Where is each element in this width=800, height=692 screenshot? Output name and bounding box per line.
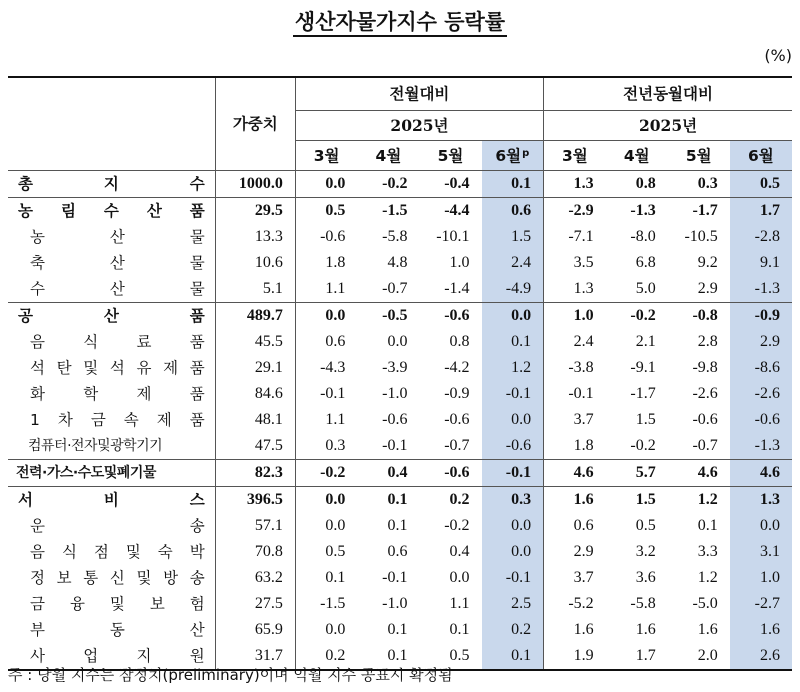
table-row — [8, 487, 792, 514]
mom-value-cell: -0.1 — [382, 569, 408, 586]
row-label: 1 차 금 속 제 품 — [30, 411, 205, 429]
yoy-value-cell: -5.0 — [692, 595, 718, 612]
yoy-value-cell: 2.9 — [544, 539, 606, 565]
ppi-table — [8, 76, 792, 671]
yoy-value-cell: -0.7 — [692, 437, 718, 454]
yoy-value-cell: 1.6 — [544, 617, 606, 643]
yoy-group-header: 전년동월대비 — [544, 77, 792, 111]
yoy-value-cell: 1.2 — [697, 569, 718, 586]
yoy-value-cell: -8.0 — [630, 228, 656, 245]
mom-value-cell: 0.1 — [482, 171, 544, 198]
mom-value-cell: 1.0 — [449, 254, 470, 271]
mom-value-cell: 0.1 — [295, 565, 357, 591]
yoy-value-cell: -0.2 — [606, 303, 668, 330]
row-label: 농 림 수 산 품 — [8, 198, 215, 225]
mom-value-cell: -0.1 — [482, 381, 544, 407]
mom-value-cell: -0.1 — [482, 565, 544, 591]
mom-value-cell: 0.1 — [357, 487, 419, 514]
yoy-value-cell: 1.2 — [668, 487, 730, 514]
weight-cell: 396.5 — [215, 487, 295, 514]
mom-value-cell: -0.6 — [382, 411, 408, 428]
yoy-value-cell: 1.6 — [544, 487, 606, 514]
yoy-value-cell: 2.4 — [544, 329, 606, 355]
mom-value-cell: -4.2 — [444, 359, 470, 376]
yoy-value-cell: 0.5 — [635, 517, 656, 534]
weight-cell: 65.9 — [215, 617, 295, 643]
mom-value-cell: 0.6 — [387, 543, 408, 560]
table-row — [8, 381, 792, 407]
mom-value-cell: -0.2 — [382, 175, 408, 192]
table-row — [8, 539, 792, 565]
yoy-value-cell: 3.3 — [697, 543, 718, 560]
mom-value-cell: 0.0 — [449, 569, 470, 586]
yoy-value-cell: -1.7 — [668, 198, 730, 225]
row-label: 총 지 수 — [18, 175, 205, 193]
row-label: 음 식 료 품 — [30, 333, 205, 351]
yoy-value-cell: 0.6 — [544, 513, 606, 539]
mom-value-cell: 1.1 — [295, 407, 357, 433]
yoy-value-cell: 1.6 — [635, 621, 656, 638]
yoy-value-cell: 1.7 — [606, 643, 668, 670]
mom-value-cell: 0.0 — [482, 303, 544, 330]
mom-value-cell: 0.0 — [295, 303, 357, 330]
yoy-value-cell: 1.3 — [730, 487, 792, 514]
weight-cell: 1000.0 — [215, 171, 295, 198]
yoy-value-cell: 2.9 — [730, 329, 792, 355]
yoy-value-cell: 2.1 — [635, 333, 656, 350]
yoy-year-header: 2025년 — [544, 111, 792, 141]
mom-value-cell: -1.5 — [295, 591, 357, 617]
mom-value-cell: 0.5 — [295, 539, 357, 565]
mom-value-cell: 0.0 — [482, 407, 544, 433]
yoy-month-header: 5월 — [668, 141, 730, 171]
mom-value-cell: 0.2 — [295, 643, 357, 670]
table-row — [8, 591, 792, 617]
yoy-value-cell: 3.7 — [544, 565, 606, 591]
mom-value-cell: 1.1 — [449, 595, 470, 612]
mom-value-cell: -0.7 — [382, 280, 408, 297]
yoy-month-header: 4월 — [606, 141, 668, 171]
yoy-value-cell: 1.6 — [697, 621, 718, 638]
page-title: 생산자물가지수 등락률 — [0, 6, 800, 36]
mom-value-cell: -4.3 — [295, 355, 357, 381]
row-label: 화 학 제 품 — [30, 385, 205, 403]
yoy-value-cell: 4.6 — [668, 460, 730, 487]
weight-cell: 84.6 — [215, 381, 295, 407]
weight-cell: 27.5 — [215, 591, 295, 617]
mom-value-cell: 0.5 — [295, 198, 357, 225]
yoy-value-cell: -1.3 — [730, 433, 792, 460]
weight-cell: 45.5 — [215, 329, 295, 355]
row-label: 금 융 및 보 험 — [30, 595, 205, 613]
mom-value-cell: -0.6 — [295, 224, 357, 250]
table-row — [8, 460, 792, 487]
yoy-value-cell: 0.0 — [730, 513, 792, 539]
mom-value-cell: -4.9 — [482, 276, 544, 303]
mom-value-cell: 0.0 — [482, 539, 544, 565]
mom-value-cell: 0.4 — [357, 460, 419, 487]
yoy-value-cell: 2.6 — [730, 643, 792, 670]
row-label: 수 산 물 — [30, 280, 205, 298]
yoy-value-cell: 3.6 — [635, 569, 656, 586]
mom-value-cell: 1.8 — [295, 250, 357, 276]
yoy-value-cell: 5.0 — [635, 280, 656, 297]
mom-value-cell: 1.2 — [482, 355, 544, 381]
weight-cell: 57.1 — [215, 513, 295, 539]
yoy-value-cell: -9.1 — [630, 359, 656, 376]
footnote: 주 : 당월 지수는 잠정치(preliminary)이며 익월 지수 공표시 확정됨 — [8, 666, 453, 684]
mom-month-header: 3월 — [295, 141, 357, 171]
weight-cell: 29.1 — [215, 355, 295, 381]
prelim-mark: p — [522, 147, 530, 159]
yoy-value-cell: -2.9 — [544, 198, 606, 225]
yoy-value-cell: 1.0 — [544, 303, 606, 330]
yoy-value-cell: 1.3 — [544, 276, 606, 303]
yoy-value-cell: 3.7 — [544, 407, 606, 433]
yoy-value-cell: -0.8 — [668, 303, 730, 330]
table-row — [8, 355, 792, 381]
weight-cell: 13.3 — [215, 224, 295, 250]
yoy-value-cell: 1.5 — [635, 411, 656, 428]
yoy-value-cell: 3.5 — [544, 250, 606, 276]
mom-value-cell: -1.4 — [444, 280, 470, 297]
mom-value-cell: 0.6 — [482, 198, 544, 225]
yoy-value-cell: -0.9 — [730, 303, 792, 330]
row-label: 정 보 통 신 및 방 송 — [30, 569, 205, 587]
mom-value-cell: -10.1 — [436, 228, 470, 245]
weight-cell: 10.6 — [215, 250, 295, 276]
weight-cell: 48.1 — [215, 407, 295, 433]
table-row — [8, 617, 792, 643]
mom-value-cell: -0.1 — [295, 381, 357, 407]
mom-value-cell: 0.0 — [387, 333, 408, 350]
table-row — [8, 565, 792, 591]
mom-group-header: 전월대비 — [295, 77, 543, 111]
row-label: 서 비 스 — [8, 487, 215, 514]
table-row — [8, 303, 792, 330]
yoy-value-cell: -7.1 — [544, 224, 606, 250]
yoy-value-cell: -10.5 — [684, 228, 718, 245]
weight-header: 가중치 — [215, 77, 295, 171]
row-label: 사 업 지 원 — [8, 643, 215, 670]
yoy-value-cell: 4.6 — [730, 460, 792, 487]
mom-value-cell: 0.5 — [419, 643, 481, 670]
mom-value-cell: 0.1 — [482, 329, 544, 355]
mom-value-cell: 0.1 — [387, 621, 408, 638]
row-label: 농 산 물 — [30, 228, 205, 246]
table-row — [8, 250, 792, 276]
table-row — [8, 224, 792, 250]
mom-value-cell: -0.6 — [482, 433, 544, 460]
table-row — [8, 407, 792, 433]
mom-value-cell: 0.6 — [295, 329, 357, 355]
yoy-value-cell: 1.3 — [544, 171, 606, 198]
mom-value-cell: 0.0 — [295, 487, 357, 514]
row-label: 부 동 산 — [30, 621, 205, 639]
yoy-value-cell: 4.6 — [544, 460, 606, 487]
mom-value-cell: 0.4 — [449, 543, 470, 560]
yoy-value-cell: -2.7 — [730, 591, 792, 617]
yoy-value-cell: 1.0 — [730, 565, 792, 591]
yoy-value-cell: 0.3 — [697, 175, 718, 192]
table-row — [8, 329, 792, 355]
yoy-value-cell: -5.8 — [630, 595, 656, 612]
mom-value-cell: -0.4 — [444, 175, 470, 192]
mom-value-cell: 0.0 — [295, 171, 357, 198]
yoy-value-cell: -0.6 — [730, 407, 792, 433]
yoy-value-cell: 6.8 — [635, 254, 656, 271]
weight-cell: 70.8 — [215, 539, 295, 565]
yoy-value-cell: 0.5 — [730, 171, 792, 198]
yoy-value-cell: 2.0 — [668, 643, 730, 670]
weight-cell: 31.7 — [215, 643, 295, 670]
yoy-value-cell: -1.7 — [630, 385, 656, 402]
yoy-value-cell: -0.6 — [692, 411, 718, 428]
yoy-value-cell: -5.2 — [544, 591, 606, 617]
yoy-value-cell: 1.6 — [730, 617, 792, 643]
mom-value-cell: -0.6 — [419, 303, 481, 330]
mom-value-cell: 0.0 — [295, 617, 357, 643]
yoy-value-cell: 3.2 — [635, 543, 656, 560]
mom-value-cell: -0.2 — [295, 460, 357, 487]
weight-cell: 82.3 — [215, 460, 295, 487]
yoy-value-cell: 5.7 — [606, 460, 668, 487]
mom-value-cell: -0.7 — [444, 437, 470, 454]
mom-value-cell: 0.8 — [449, 333, 470, 350]
yoy-value-cell: 1.5 — [606, 487, 668, 514]
yoy-value-cell: -3.8 — [544, 355, 606, 381]
mom-value-cell: -0.2 — [444, 517, 470, 534]
row-label: 전력·가스·수도및폐기물 — [8, 460, 215, 487]
unit-label: (%) — [764, 46, 792, 65]
mom-value-cell: 0.1 — [449, 621, 470, 638]
mom-year-header: 2025년 — [295, 111, 543, 141]
mom-value-cell: 1.5 — [482, 224, 544, 250]
mom-value-cell: -0.9 — [444, 385, 470, 402]
yoy-value-cell: 3.1 — [730, 539, 792, 565]
table-row — [8, 276, 792, 303]
mom-value-cell: 4.8 — [387, 254, 408, 271]
mom-value-cell: -4.4 — [419, 198, 481, 225]
mom-value-cell: -5.8 — [382, 228, 408, 245]
yoy-value-cell: -0.2 — [630, 437, 656, 454]
table-row — [8, 513, 792, 539]
yoy-value-cell: 0.1 — [697, 517, 718, 534]
mom-value-cell: -3.9 — [382, 359, 408, 376]
mom-value-cell: 0.3 — [482, 487, 544, 514]
yoy-value-cell: -0.1 — [544, 381, 606, 407]
mom-value-cell: 0.2 — [419, 487, 481, 514]
weight-cell: 63.2 — [215, 565, 295, 591]
mom-month-header: 5월 — [419, 141, 481, 171]
yoy-value-cell: 9.2 — [697, 254, 718, 271]
mom-value-cell: -1.0 — [382, 595, 408, 612]
table-row — [8, 198, 792, 225]
mom-value-cell: 0.0 — [295, 513, 357, 539]
weight-cell: 47.5 — [215, 433, 295, 460]
mom-value-cell: -0.1 — [482, 460, 544, 487]
yoy-value-cell: -2.6 — [730, 381, 792, 407]
row-label: 운 송 — [30, 517, 205, 535]
mom-month-header: 6월$^p$ — [482, 141, 544, 171]
row-label: 축 산 물 — [30, 254, 205, 272]
mom-value-cell: 0.1 — [482, 643, 544, 670]
yoy-value-cell: 0.8 — [635, 175, 656, 192]
yoy-value-cell: -9.8 — [692, 359, 718, 376]
row-label: 음 식 점 및 숙 박 — [30, 543, 205, 561]
yoy-value-cell: 2.9 — [697, 280, 718, 297]
mom-value-cell: -1.0 — [382, 385, 408, 402]
mom-value-cell: -0.6 — [444, 411, 470, 428]
yoy-month-header: 6월 — [730, 141, 792, 171]
row-label: 석 탄 및 석 유 제 품 — [30, 359, 205, 377]
mom-value-cell: -1.5 — [357, 198, 419, 225]
mom-value-cell: 0.1 — [357, 643, 419, 670]
yoy-value-cell: 1.7 — [730, 198, 792, 225]
row-label: 공 산 품 — [8, 303, 215, 330]
yoy-value-cell: -8.6 — [730, 355, 792, 381]
row-label: 컴퓨터·전자및광학기기 — [28, 438, 163, 454]
mom-value-cell: -0.6 — [419, 460, 481, 487]
yoy-value-cell: 1.8 — [544, 433, 606, 460]
mom-value-cell: 2.5 — [482, 591, 544, 617]
yoy-month-header: 3월 — [544, 141, 606, 171]
mom-value-cell: -0.5 — [357, 303, 419, 330]
table-row — [8, 171, 792, 198]
mom-value-cell: 2.4 — [482, 250, 544, 276]
weight-cell: 489.7 — [215, 303, 295, 330]
mom-value-cell: 0.3 — [295, 433, 357, 460]
name-header — [8, 77, 215, 171]
weight-cell: 5.1 — [215, 276, 295, 303]
weight-cell: 29.5 — [215, 198, 295, 225]
mom-value-cell: -0.1 — [382, 437, 408, 454]
yoy-value-cell: -2.6 — [692, 385, 718, 402]
yoy-value-cell: 1.9 — [544, 643, 606, 670]
yoy-value-cell: -1.3 — [606, 198, 668, 225]
table-row — [8, 433, 792, 460]
yoy-value-cell: 9.1 — [730, 250, 792, 276]
mom-value-cell: 0.2 — [482, 617, 544, 643]
yoy-value-cell: 2.8 — [697, 333, 718, 350]
mom-value-cell: 1.1 — [295, 276, 357, 303]
mom-month-header: 4월 — [357, 141, 419, 171]
yoy-value-cell: -1.3 — [730, 276, 792, 303]
mom-value-cell: 0.1 — [387, 517, 408, 534]
mom-value-cell: 0.0 — [482, 513, 544, 539]
yoy-value-cell: -2.8 — [730, 224, 792, 250]
